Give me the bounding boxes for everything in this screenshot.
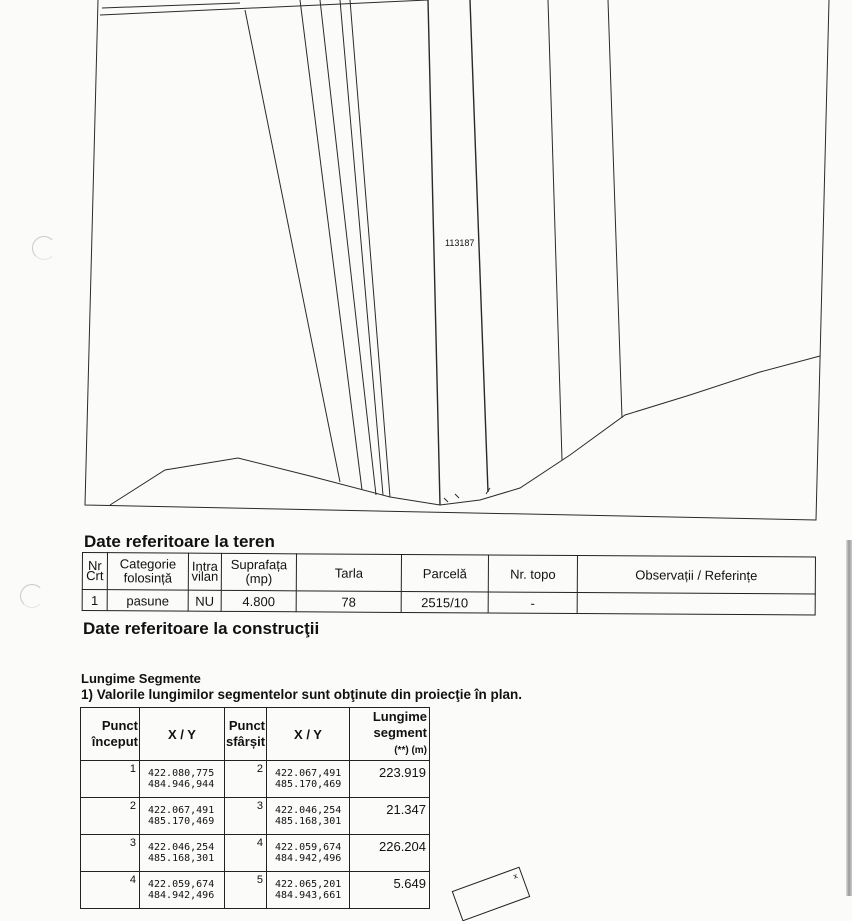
- cell-punct-sfarsit-value: 5: [256, 874, 264, 886]
- col-xy-end: X / Y: [267, 708, 350, 761]
- cell-punct-sfarsit: [225, 798, 267, 835]
- cell-xy-start-value: 484.942,496: [148, 890, 215, 901]
- cell-lungime: [350, 761, 430, 798]
- col-topo: Nr. topo: [488, 555, 577, 593]
- col-categorie: Categorie folosință: [107, 553, 188, 590]
- cell-xy-end-value: 484.943,661: [275, 890, 342, 901]
- cell-xy-start-value: 485.168,301: [148, 853, 215, 864]
- cell-xy-start-value: 484.946,944: [148, 779, 215, 790]
- teren-row: [82, 590, 815, 615]
- cell-punct-inceput: [81, 835, 140, 872]
- constructii-title: Date referitoare la construcţii: [83, 619, 320, 638]
- cell-xy-end-value: 422.046,254: [275, 805, 342, 816]
- col-xy-start: X / Y: [140, 708, 225, 761]
- segmente-title: Lungime Segmente: [81, 671, 201, 686]
- teren-table: [82, 552, 816, 615]
- cell-punct-sfarsit: [225, 761, 267, 798]
- col-lungime: [350, 708, 430, 761]
- parcel-number-label: 113187: [445, 238, 475, 248]
- cell-xy-start: [140, 835, 225, 872]
- segment-row: [81, 761, 430, 798]
- cell-xy-start: [140, 872, 225, 909]
- cell-punct-sfarsit-value: 4: [256, 837, 264, 849]
- cell-xy-end-value: 485.168,301: [275, 816, 342, 827]
- cell-punct-sfarsit: [225, 872, 267, 909]
- scan-edge: [846, 540, 852, 896]
- cell-xy-start-value: 422.046,254: [148, 842, 215, 853]
- cell-lungime-value: 226.204: [379, 839, 426, 854]
- cell-xy-start-value: 422.067,491: [148, 805, 215, 816]
- cell-xy-end: [267, 761, 350, 798]
- map-top-line: [100, 0, 428, 15]
- segmente-table: [80, 707, 430, 909]
- cell-punct-inceput-value: 3: [129, 837, 136, 849]
- lungime-label: Lungime segment: [372, 709, 427, 740]
- lungime-unit: (**) (m): [394, 745, 427, 756]
- cell-topo: -: [488, 592, 577, 614]
- cell-lungime-value: 21.347: [386, 802, 426, 817]
- cell-lungime: [350, 798, 430, 835]
- cell-tarla: 78: [296, 591, 401, 613]
- cell-punct-inceput-value: 2: [129, 800, 136, 812]
- parcel-left-boundary: [428, 0, 440, 505]
- map-frame: [85, 0, 829, 520]
- stamp-mark: x: [511, 871, 519, 882]
- cell-xy-start: [140, 798, 225, 835]
- punch-hole-lower: [20, 584, 44, 608]
- segment-row: [81, 835, 430, 872]
- cell-xy-end-value: 422.065,201: [275, 879, 342, 890]
- col-punct-inceput: Punct început: [81, 708, 140, 761]
- terrain-boundary: [110, 356, 820, 505]
- cell-punct-inceput: [81, 798, 140, 835]
- cell-xy-end-value: 485.170,469: [275, 779, 342, 790]
- cell-xy-end: [267, 835, 350, 872]
- cell-lungime-value: 5.649: [393, 876, 426, 891]
- cell-xy-end-value: 484.942,496: [275, 853, 342, 864]
- cell-nr: 1: [82, 590, 107, 611]
- cell-suprafata: 4.800: [221, 590, 296, 611]
- cell-punct-sfarsit-value: 3: [256, 800, 264, 812]
- col-suprafata: Suprafața (mp): [221, 553, 296, 590]
- cell-xy-start: [140, 761, 225, 798]
- col-tarla: Tarla: [296, 554, 401, 592]
- cell-punct-sfarsit: [225, 835, 267, 872]
- segment-row: [81, 872, 430, 909]
- cell-xy-end-value: 422.067,491: [275, 768, 342, 779]
- col-intravilan: Intra vilan: [188, 553, 221, 590]
- cell-lungime: [350, 872, 430, 909]
- cell-parcela: 2515/10: [401, 591, 488, 613]
- cell-punct-inceput-value: 1: [129, 763, 136, 775]
- cell-xy-end: [267, 798, 350, 835]
- cell-punct-inceput: [81, 872, 140, 909]
- cell-lungime-value: 223.919: [379, 765, 426, 780]
- cell-punct-sfarsit-value: 2: [256, 763, 264, 775]
- punch-hole-upper: [32, 236, 56, 260]
- cell-categorie: pasune: [107, 590, 188, 611]
- cell-intravilan: NU: [188, 590, 221, 611]
- col-observatii: Observații / Referințe: [577, 556, 815, 594]
- cell-xy-start-value: 422.080,775: [148, 768, 215, 779]
- col-nr: Nr Crt: [82, 553, 107, 590]
- cell-xy-start-value: 485.170,469: [148, 816, 215, 827]
- col-punct-sfarsit: Punct sfârșit: [225, 708, 267, 761]
- teren-title: Date referitoare la teren: [84, 532, 275, 551]
- cell-xy-end-value: 422.059,674: [275, 842, 342, 853]
- cell-punct-inceput-value: 4: [129, 874, 136, 886]
- segment-row: [81, 798, 430, 835]
- cell-lungime: [350, 835, 430, 872]
- cell-xy-start-value: 422.059,674: [148, 879, 215, 890]
- col-parcela: Parcelă: [401, 554, 488, 592]
- cell-xy-end: [267, 872, 350, 909]
- cell-punct-inceput: [81, 761, 140, 798]
- segmente-note: 1) Valorile lungimilor segmentelor sunt obţinute din proiecţie în plan.: [81, 687, 523, 702]
- cell-observatii: [577, 593, 815, 615]
- stamp: [452, 867, 531, 921]
